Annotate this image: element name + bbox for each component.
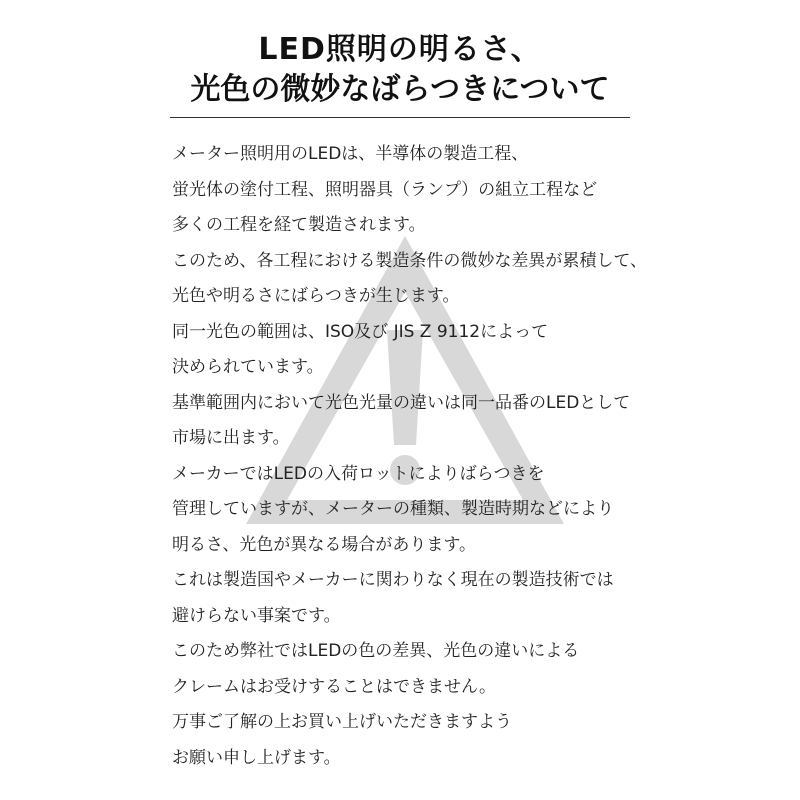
page-title-line-2: 光色の微妙なばらつきについて <box>190 72 610 107</box>
body-line: クレームはお受けすることはできません。 <box>172 676 497 697</box>
body-line: 基準範囲内において光色光量の違いは同一品番のLEDとして <box>172 392 631 413</box>
body-line: 蛍光体の塗付工程、照明器具（ランプ）の組立工程など <box>172 179 598 200</box>
body-line: 光色や明るさにばらつきが生じます。 <box>172 286 460 306</box>
body-line: このため、各工程における製造条件の微妙な差異が累積して、 <box>172 250 647 271</box>
body-line: このため弊社ではLEDの色の差異、光色の違いによる <box>172 641 580 661</box>
page-title-line-1: LED照明の明るさ、 <box>258 32 542 67</box>
body-line: メーカーではLEDの入荷ロットによりばらつきを <box>172 463 545 484</box>
notice-body <box>172 137 647 776</box>
body-line: 管理していますが、メーターの種類、製造時期などにより <box>172 499 614 519</box>
body-line: 避けらない事案です。 <box>172 605 341 626</box>
body-line: 多くの工程を経て製造されます。 <box>172 215 426 235</box>
body-line: 同一光色の範囲は、ISO及び JIS Z 9112によって <box>172 321 549 342</box>
body-line: これは製造国やメーカーに関わりなく現在の製造技術では <box>172 570 614 590</box>
body-line: 明るさ、光色が異なる場合があります。 <box>172 534 476 555</box>
title-divider <box>170 117 630 118</box>
body-line: 市場に出ます。 <box>172 428 290 448</box>
body-line: 決められています。 <box>172 357 324 377</box>
body-line: お願い申し上げます。 <box>172 747 341 768</box>
body-line: 万事ご了解の上お買い上げいただきますよう <box>172 712 512 732</box>
body-line: メーター照明用のLEDは、半導体の製造工程、 <box>172 144 529 164</box>
